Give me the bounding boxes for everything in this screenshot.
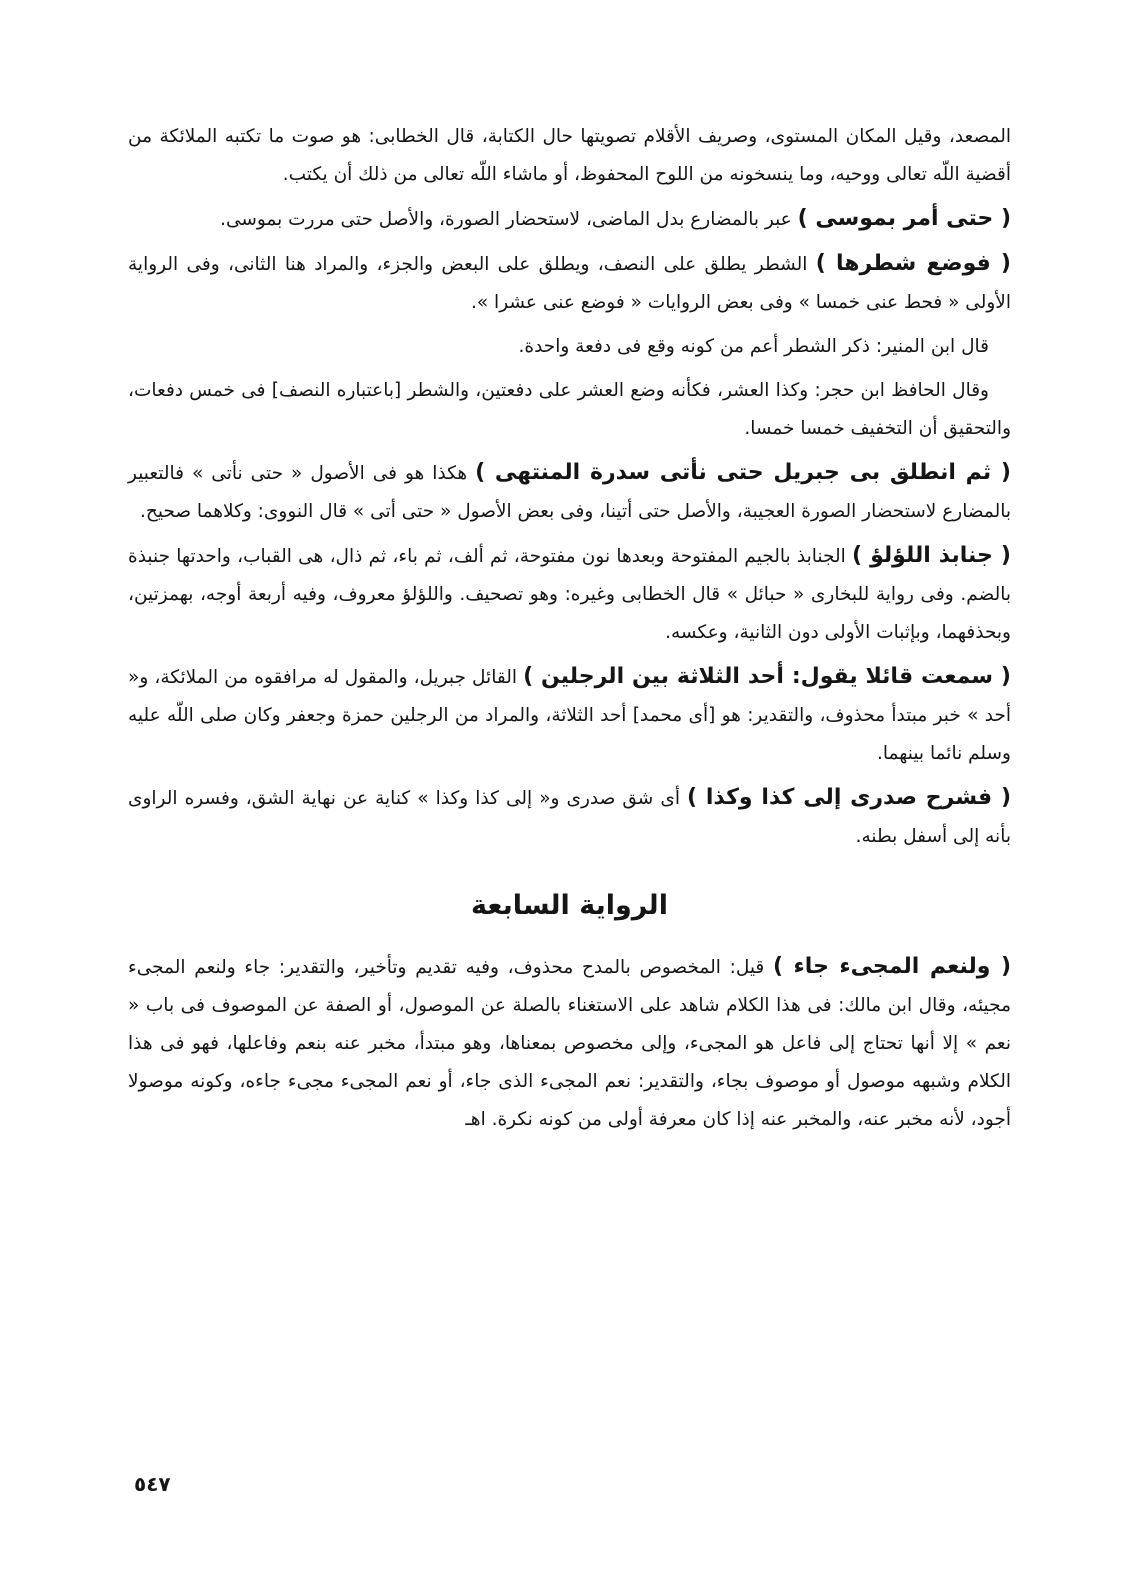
paragraph-5: وقال الحافظ ابن حجر: وكذا العشر، فكأنه وضع العشر على دفعتين، والشطر [باعتباره النصف] فى خمس دفعات، والتحقيق أن التخفيف خمسا خمسا. [128,380,1011,439]
paragraph-8: ( سمعت قائلا يقول: أحد الثلاثة بين الرجلين ) القائل جبريل، والمقول له مرافقوه من الملائكة، و« أحد » خبر مبتدأ محذوف، والتقدير: هو [أى محمد] أحد الثلاثة، والمراد من الرجلين حمزة وجعفر وكان صلى اللّه عليه وسلم نائما بينهما. [128,664,1011,764]
lemma: ( فوضع شطرها ) [815,251,1011,276]
paragraph-1: المصعد، وقيل المكان المستوى، وصريف الأقلام تصويتها حال الكتابة، قال الخطابى: هو صوت ما تكتبه الملائكة من أقضية اللّه تعالى ووحيه، وما ينسخونه من اللوح المحفوظ، أو ماشاء اللّه تعالى من ذلك أن يكتب. [128,126,1011,185]
paragraph-7: ( جنابذ اللؤلؤ ) الجنابذ بالجيم المفتوحة وبعدها نون مفتوحة، ثم ألف، ثم باء، ثم ذال، هى القباب، واحدتها جنبذة بالضم. وفى رواية للبخارى « حبائل » قال الخطابى وغيره: وهو تصحيف. واللؤلؤ معروف، وفيه أربعة أوجه، بهمزتين، وبحذفهما، وبإثبات الأولى دون الثانية، وعكسه. [128,543,1011,643]
page-body [128,118,1011,1145]
lemma: ( ثم انطلق بى جبريل حتى نأتى سدرة المنتهى ) [475,460,1011,485]
lemma: ( ولنعم المجىء جاء ) [773,954,1011,979]
paragraph-6: ( ثم انطلق بى جبريل حتى نأتى سدرة المنتهى ) هكذا هو فى الأصول « حتى نأتى » فالتعبير بالمضارع لاستحضار الصورة العجيبة، والأصل حتى أتينا، وفى بعض الأصول « حتى أتى » قال النووى: وكلاهما صحيح. [128,460,1011,522]
paragraph-9: ( فشرح صدرى إلى كذا وكذا ) أى شق صدرى و« إلى كذا وكذا » كناية عن نهاية الشق، وفسره الراوى بأنه إلى أسفل بطنه. [128,785,1012,847]
lemma: ( حتى أمر بموسى ) [797,206,1011,231]
lemma: ( سمعت قائلا يقول: أحد الثلاثة بين الرجلين ) [523,664,1011,689]
lemma: ( فشرح صدرى إلى كذا وكذا ) [687,785,1012,810]
page-number: ٥٤٧ [134,1472,171,1496]
paragraph-4: قال ابن المنير: ذكر الشطر أعم من كونه وقع فى دفعة واحدة. [518,336,989,357]
paragraph-3: ( فوضع شطرها ) الشطر يطلق على النصف، ويطلق على البعض والجزء، والمراد هنا الثانى، وفى الرواية الأولى « فحط عنى خمسا » وفى بعض الروايات « فوضع عنى عشرا ». [128,251,1011,313]
lemma: ( جنابذ اللؤلؤ ) [852,543,1011,568]
paragraph-2: ( حتى أمر بموسى ) عبر بالمضارع بدل الماضى، لاستحضار الصورة، والأصل حتى مررت بموسى. [220,206,1011,231]
section-heading: الرواية السابعة [471,890,668,921]
section-paragraph-1: ( ولنعم المجىء جاء ) قيل: المخصوص بالمدح محذوف، وفيه تقديم وتأخير، والتقدير: جاء ولنعم المجىء مجيئه، وقال ابن مالك: فى هذا الكلام شاهد على الاستغناء بالصلة عن الموصول، أو الصفة عن الموصوف فى باب « نعم » إلا أنها تحتاج إلى فاعل هو المجىء، وإلى مخصوص بمعناها، وهو مبتدأ، مخبر عنه بنعم وفاعلها، فهو فى هذا الكلام وشبهه موصول أو موصوف بجاء، والتقدير: نعم المجىء الذى جاء، أو نعم المجىء مجىء جاءه، وكونه موصولا أجود، لأنه مخبر عنه، والمخبر عنه إذا كان معرفة أولى من كونه نكرة. اهـ [128,954,1011,1130]
